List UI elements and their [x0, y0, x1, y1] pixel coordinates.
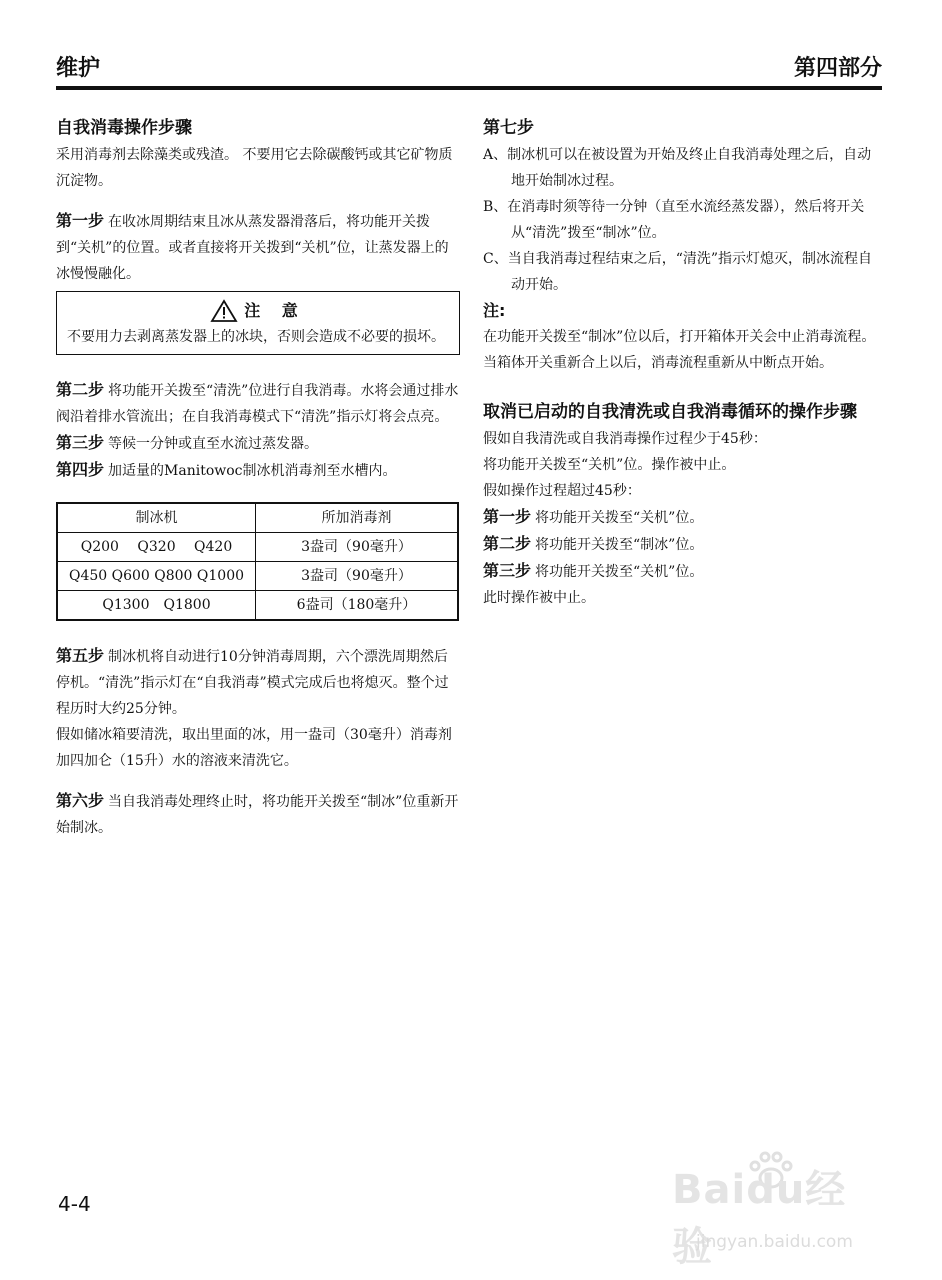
table-row [57, 562, 458, 591]
step-label: 第五步 [56, 646, 105, 665]
step-5-extra-text: 假如储冰箱要清洗，取出里面的冰，用一盎司（30毫升）消毒剂加四加仑（15升）水的溶液来清洗它。 [56, 727, 452, 769]
step-text: 将功能开关拨至“清洗”位进行自我消毒。水将会通过排水阀沿着排水管流出；在自我消毒模式下“清洗”指示灯将会点亮。 [56, 383, 459, 425]
step-text: 制冰机将自动进行10分钟消毒周期，六个漂洗周期然后停机。“清洗”指示灯在“自我消毒”模式完成后也将熄灭。整个过程历时大约25分钟。 [56, 649, 449, 717]
watermark-url: jingyan.baidu.com [696, 1232, 853, 1252]
step-6 [56, 788, 460, 841]
table-cell: Q450 Q600 Q800 Q1000 [57, 562, 256, 591]
caution-header [67, 298, 449, 324]
step-label: 第三步 [483, 561, 532, 580]
cancel-step-2 [483, 531, 883, 558]
step-label: 第二步 [56, 380, 105, 399]
baidu-watermark [668, 1158, 886, 1270]
cancel-line: 假如操作过程超过45秒： [483, 483, 641, 499]
cancel-end-text: 此时操作被中止。 [483, 590, 595, 606]
table-cell: Q1300 Q1800 [57, 591, 256, 621]
step-4 [56, 457, 460, 484]
left-column [56, 114, 460, 841]
caution-box [56, 291, 460, 355]
warning-icon [210, 299, 238, 323]
step-text: 等候一分钟或直至水流过蒸发器。 [108, 436, 319, 452]
step-7-title: 第七步 [483, 118, 534, 138]
caution-text: 不要用力去剥离蒸发器上的冰块，否则会造成不必要的损坏。 [67, 329, 445, 345]
cancel-line: 假如自我清洗或自我消毒操作过程少于45秒： [483, 431, 767, 447]
table-header-cell: 所加消毒剂 [256, 503, 459, 533]
step-label: 第一步 [56, 211, 105, 230]
intro-text: 采用消毒剂去除藻类或残渣。 不要用它去除碳酸钙或其它矿物质沉淀物。 [56, 147, 453, 189]
page-header [56, 54, 882, 86]
table-cell: 3盎司（90毫升） [256, 533, 459, 562]
header-right-title: 第四部分 [793, 56, 882, 81]
step-text: 将功能开关拨至“关机”位。 [535, 564, 704, 580]
note-text: 在功能开关拨至“制冰”位以后，打开箱体开关会中止消毒流程。当箱体开关重新合上以后，消毒流程重新从中断点开始。 [483, 329, 876, 371]
step-3 [56, 430, 460, 457]
step-text: 当自我消毒处理终止时，将功能开关拨至“制冰”位重新开始制冰。 [56, 794, 459, 836]
cancel-line: 将功能开关拨至“关机”位。操作被中止。 [483, 457, 736, 473]
note-label: 注: [483, 301, 506, 320]
cancel-step-3 [483, 558, 883, 585]
caution-title: 注 意 [244, 301, 306, 320]
page-number: 4-4 [58, 1192, 91, 1216]
header-rule [56, 86, 882, 90]
table-cell: 6盎司（180毫升） [256, 591, 459, 621]
step-7-item-c: C、当自我消毒过程结束之后，“清洗”指示灯熄灭，制冰流程自动开始。 [483, 251, 873, 293]
step-label: 第二步 [483, 534, 532, 553]
step-label: 第一步 [483, 507, 532, 526]
table-row [57, 591, 458, 621]
step-text: 在收冰周期结束且冰从蒸发器滑落后，将功能开关拨到“关机”的位置。或者直接将开关拨到“关机”位，让蒸发器上的冰慢慢融化。 [56, 214, 449, 282]
sanitizer-dose-table [56, 502, 459, 621]
header-left-title: 维护 [56, 56, 101, 81]
step-label: 第三步 [56, 433, 105, 452]
right-column [483, 114, 883, 611]
step-text: 加适量的Manitowoc制冰机消毒剂至水槽内。 [108, 463, 397, 479]
step-label: 第四步 [56, 460, 105, 479]
step-text: 将功能开关拨至“关机”位。 [535, 510, 704, 526]
step-7-item-a: A、制冰机可以在被设置为开始及终止自我消毒处理之后，自动地开始制冰过程。 [483, 147, 872, 189]
watermark-logo-text: Baidu经验 [672, 1167, 847, 1270]
step-label: 第六步 [56, 791, 105, 810]
step-1 [56, 208, 460, 287]
table-header-cell: 制冰机 [57, 503, 256, 533]
table-header-row [57, 503, 458, 533]
step-2 [56, 377, 460, 430]
section-title: 自我消毒操作步骤 [56, 118, 192, 138]
table-row [57, 533, 458, 562]
step-5 [56, 643, 460, 722]
table-cell: 3盎司（90毫升） [256, 562, 459, 591]
table-cell: Q200 Q320 Q420 [57, 533, 256, 562]
step-7-item-b: B、在消毒时须等待一分钟（直至水流经蒸发器），然后将开关从“清洗”拨至“制冰”位。 [483, 199, 865, 241]
cancel-step-1 [483, 504, 883, 531]
cancel-section-title: 取消已启动的自我清洗或自我消毒循环的操作步骤 [483, 402, 857, 422]
step-text: 将功能开关拨至“制冰”位。 [535, 537, 704, 553]
